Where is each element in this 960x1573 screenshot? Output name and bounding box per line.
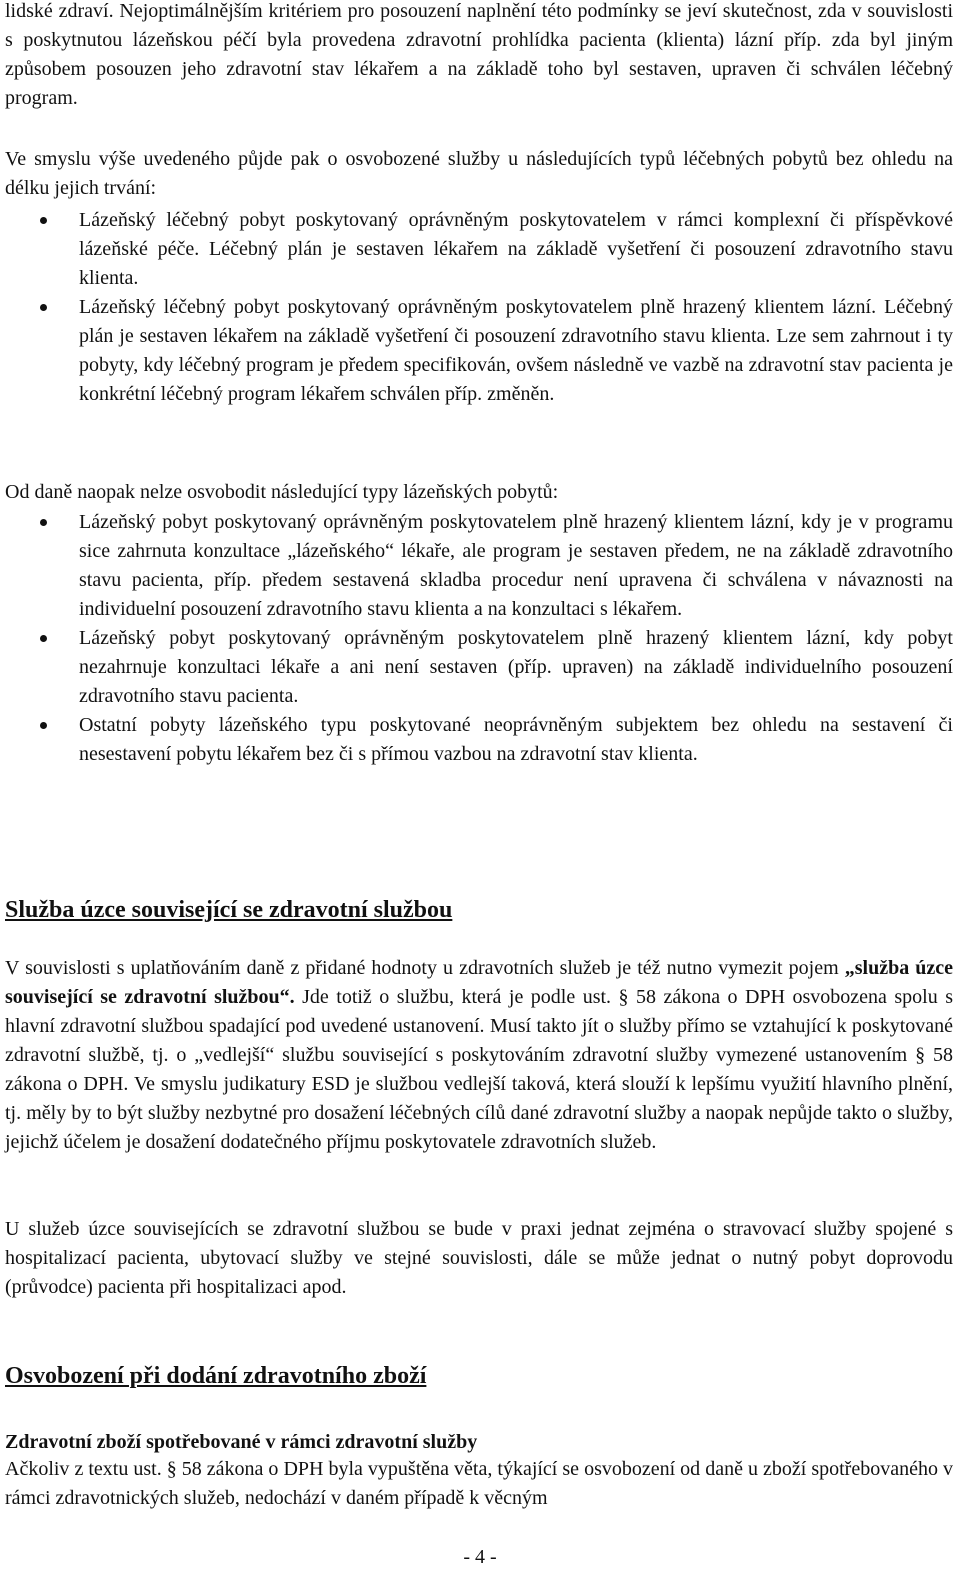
paragraph-intro: lidské zdraví. Nejoptimálnějším kritériem pro posouzení naplnění této podmínky se jeví skutečnost, zda v souvislosti s poskytnutou lázeňskou péčí byla provedena zdravotní prohlídka pacienta (klienta) lázní příp. zda byl jiným způsobem posouzen jeho zdravotní stav lékařem a na základě toho byl sestaven, upraven či schválen léčebný program.: [5, 0, 953, 109]
list-item-text: Lázeňský léčebný pobyt poskytovaný oprávněným poskytovatelem plně hrazený klientem lázní. Léčebný plán je sestaven lékařem na základě vyšetření či posouzení zdravotního stavu klienta. Lze sem zahrnout i ty pobyty, kdy léčebný program je předem specifikován, ovšem následně ve vazbě na zdravotní stav pacienta je konkrétní léčebný program lékařem schválen příp. změněn.: [79, 296, 953, 405]
text-run: Jde totiž o službu, která je podle ust. § 58 zákona o DPH osvobozena spolu s hlavní zdravotní službou spadající pod uvedené ustanovení. Musí takto jít o služby přímo se vztahující k poskytované zdravotní službě, tj. o „vedlejší“ službu související s poskytováním zdravotní služby vymezené ustanovením § 58 zákona o DPH. Ve smyslu judikatury ESD je službou vedlejší taková, která slouží k lepšímu využití hlavního plnění, tj. měly by to být služby nezbytné pro dosažení léčebných cílů dané zdravotní služby a naopak nepůjde takto o služby, jejichž účelem je dosažení dodatečného příjmu poskytovatele zdravotních služeb.: [5, 986, 953, 1153]
list-item-text: Lázeňský léčebný pobyt poskytovaný oprávněným poskytovatelem v rámci komplexní či příspěvkové lázeňské péče. Léčebný plán je sestaven lékařem na základě vyšetření či posouzení zdravotního stavu klienta.: [79, 209, 953, 289]
section-heading-medical-goods: Osvobození při dodání zdravotního zboží: [5, 1363, 427, 1389]
exempt-stays-list: [0, 206, 953, 409]
list-item-text: Ostatní pobyty lázeňského typu poskytované neoprávněným subjektem bez ohledu na sestavení či nesestavení pobytu lékařem bez či s přímou vazbou na zdravotní stav klienta.: [79, 714, 953, 765]
bullet-icon: [40, 635, 47, 642]
subsection-heading-goods-consumed: Zdravotní zboží spotřebované v rámci zdravotní služby: [5, 1431, 478, 1453]
bullet-icon: [40, 722, 47, 729]
list-item-text: Lázeňský pobyt poskytovaný oprávněným poskytovatelem plně hrazený klientem lázní, kdy je v programu sice zahrnuta konzultace „lázeňského“ lékaře, ale program je sestaven předem, ne na základě zdravotního stavu pacienta, příp. předem sestavená skladba procedur není upravena či schválena v návaznosti na individuelní posouzení zdravotního stavu klienta a na konzultaci s lékařem.: [79, 511, 953, 620]
paragraph-goods-consumed: Ačkoliv z textu ust. § 58 zákona o DPH byla vypuštěna věta, týkající se osvobození od daně u zboží spotřebovaného v rámci zdravotnických služeb, nedochází v daném případě k věcným: [5, 1458, 953, 1509]
paragraph-exempt-intro: Ve smyslu výše uvedeného půjde pak o osvobozené služby u následujících typů léčebných pobytů bez ohledu na délku jejich trvání:: [5, 148, 953, 199]
text-run: V souvislosti s uplatňováním daně z přidané hodnoty u zdravotních služeb je též nutno vymezit pojem: [5, 957, 845, 979]
list-item: [0, 711, 953, 769]
bullet-icon: [40, 217, 47, 224]
paragraph-non-exempt-intro: Od daně naopak nelze osvobodit následující typy lázeňských pobytů:: [5, 481, 559, 503]
list-item: [0, 206, 953, 293]
defined-term: „služba úzce související se zdravotní službou“.: [5, 957, 954, 1008]
list-item: [0, 624, 953, 711]
list-item: [0, 508, 953, 624]
paragraph-related-service-examples: U služeb úzce souvisejících se zdravotní službou se bude v praxi jednat zejména o stravovací služby spojené s hospitalizací pacienta, ubytovací služby ve stejné souvislosti, dále se může jednat o nutný pobyt doprovodu (průvodce) pacienta při hospitalizaci apod.: [5, 1218, 953, 1298]
page-number: - 4 -: [463, 1546, 497, 1568]
bullet-icon: [40, 519, 47, 526]
bullet-icon: [40, 304, 47, 311]
paragraph-related-service-definition: [5, 954, 953, 1157]
list-item: [0, 293, 953, 409]
list-item-text: Lázeňský pobyt poskytovaný oprávněným poskytovatelem plně hrazený klientem lázní, kdy pobyt nezahrnuje konzultaci lékaře a ani není sestaven (příp. upraven) na základě individuelního posouzení zdravotního stavu pacienta.: [79, 627, 953, 707]
non-exempt-stays-list: [0, 508, 953, 769]
section-heading-related-service: Služba úzce související se zdravotní službou: [5, 897, 453, 923]
